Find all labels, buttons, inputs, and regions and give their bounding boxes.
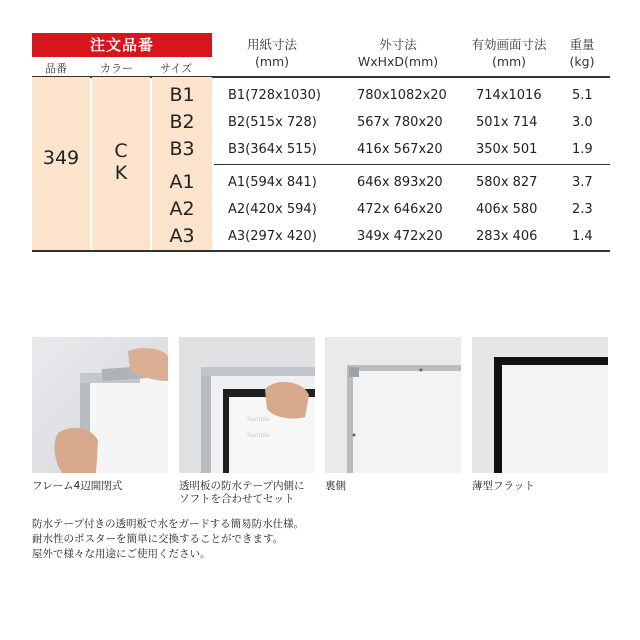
weight-cell: 1.9 bbox=[572, 142, 593, 157]
header-weight: 重量 (kg) bbox=[569, 37, 595, 69]
photo-back-side bbox=[325, 337, 461, 473]
size-b1: B1 bbox=[169, 84, 195, 106]
screen-size-cell: 714x1016 bbox=[476, 88, 542, 103]
weight-cell: 3.7 bbox=[572, 175, 593, 190]
size-a1: A1 bbox=[169, 171, 195, 193]
weight-cell: 2.3 bbox=[572, 202, 593, 217]
photo-soft-insert bbox=[179, 337, 315, 473]
svg-text:Sample: Sample bbox=[247, 432, 270, 439]
screen-size-cell: 406x 580 bbox=[476, 202, 538, 217]
product-number: 349 bbox=[42, 147, 80, 169]
screen-size-cell: 501x 714 bbox=[476, 115, 538, 130]
weight-cell: 3.0 bbox=[572, 115, 593, 130]
paper-size-cell: A3(297x 420) bbox=[228, 229, 317, 244]
photo-slim-flat bbox=[472, 337, 608, 473]
paper-size-cell: A1(594x 841) bbox=[228, 175, 317, 190]
photo-caption: フレーム4辺開閉式 bbox=[32, 480, 123, 492]
photo-caption: 裏側 bbox=[325, 480, 346, 492]
svg-text:Sample: Sample bbox=[247, 416, 270, 423]
screen-size-cell: 580x 827 bbox=[476, 175, 538, 190]
order-number-banner: 注文品番 bbox=[32, 33, 212, 57]
outer-size-cell: 472x 646x20 bbox=[357, 202, 443, 217]
photo-caption: 薄型フラット bbox=[472, 480, 535, 492]
screen-size-cell: 350x 501 bbox=[476, 142, 538, 157]
outer-size-cell: 416x 567x20 bbox=[357, 142, 443, 157]
weight-cell: 5.1 bbox=[572, 88, 593, 103]
product-description: 防水テープ付きの透明板で水をガードする簡易防水仕様。 耐水性のポスターを簡単に交換することができます。 屋外で様々な用途にご使用ください。 bbox=[32, 518, 305, 560]
header-outer-size: 外寸法 WxHxD(mm) bbox=[357, 37, 439, 69]
weight-cell: 1.4 bbox=[572, 229, 593, 244]
header-screen-size: 有効画面寸法 (mm) bbox=[471, 37, 547, 69]
size-b3: B3 bbox=[169, 138, 195, 160]
photo-caption: 透明板の防水テープ内側に ソフトを合わせてセット bbox=[179, 480, 305, 505]
size-b2: B2 bbox=[169, 111, 195, 133]
paper-size-cell: B2(515x 728) bbox=[228, 115, 317, 130]
table-bottom-rule bbox=[32, 250, 610, 252]
photo-frame-opening bbox=[32, 337, 168, 473]
header-color: カラー bbox=[100, 62, 133, 75]
header-paper-size: 用紙寸法 (mm) bbox=[246, 37, 297, 69]
outer-size-cell: 780x1082x20 bbox=[357, 88, 447, 103]
size-a2: A2 bbox=[169, 198, 195, 220]
paper-size-cell: A2(420x 594) bbox=[228, 202, 317, 217]
size-a3: A3 bbox=[169, 225, 195, 247]
outer-size-cell: 646x 893x20 bbox=[357, 175, 443, 190]
table-divider bbox=[214, 164, 610, 165]
outer-size-cell: 349x 472x20 bbox=[357, 229, 443, 244]
screen-size-cell: 283x 406 bbox=[476, 229, 538, 244]
color-code: C K bbox=[114, 140, 128, 184]
outer-size-cell: 567x 780x20 bbox=[357, 115, 443, 130]
paper-size-cell: B3(364x 515) bbox=[228, 142, 317, 157]
header-product-number: 品番 bbox=[45, 62, 67, 75]
paper-size-cell: B1(728x1030) bbox=[228, 88, 321, 103]
header-size: サイズ bbox=[160, 62, 193, 75]
